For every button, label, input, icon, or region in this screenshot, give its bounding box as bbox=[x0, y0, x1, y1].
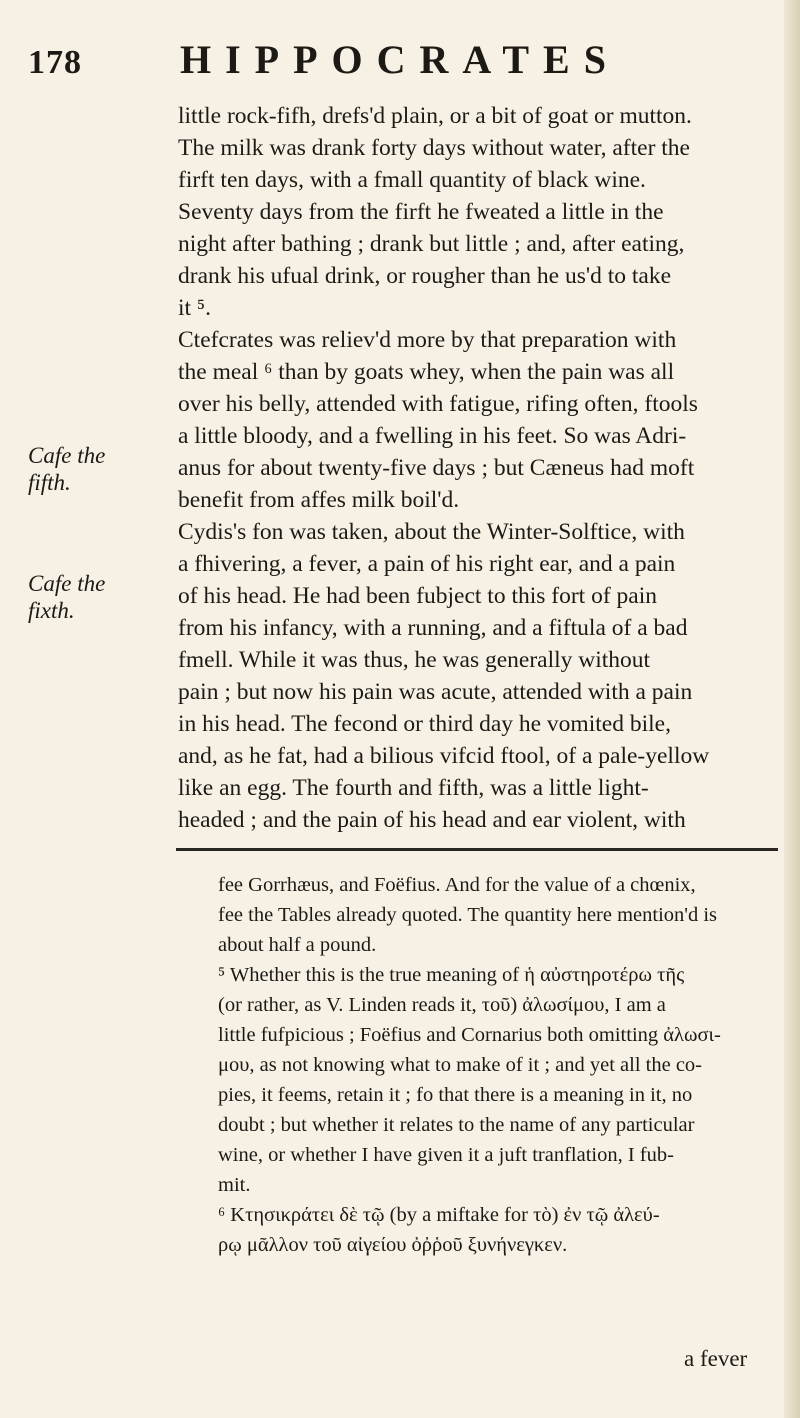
running-title: HIPPOCRATES bbox=[180, 37, 620, 82]
text-line: night after bathing ; drank but little ; and, after eating, bbox=[178, 231, 685, 257]
footnote-line: fee the Tables already quoted. The quantity here mention'd is bbox=[218, 904, 718, 926]
text-line: fmell. While it was thus, he was generally without bbox=[178, 647, 651, 673]
text-line: firft ten days, with a fmall quantity of black wine. bbox=[178, 167, 646, 193]
footnote-line: ⁶ Κτησικράτει δὲ τῷ (by a miftake for τὸ) ἐν τῷ ἀλεύ- bbox=[218, 1204, 660, 1226]
footnote-line: ρῳ μᾶλλον τοῦ αἰγείου ὀῤῥοῦ ξυνήνεγκεν. bbox=[218, 1234, 568, 1256]
text-line: drank his ufual drink, or rougher than he us'd to take bbox=[178, 263, 672, 289]
text-line: pain ; but now his pain was acute, attended with a pain bbox=[178, 679, 693, 705]
text-line: it ⁵. bbox=[178, 295, 212, 321]
catchword: a fever bbox=[684, 1346, 748, 1371]
margin-note-line: Cafe the bbox=[28, 443, 106, 468]
margin-note-case-fifth bbox=[28, 442, 138, 496]
footnote-line: mit. bbox=[218, 1174, 251, 1196]
footnotes bbox=[218, 870, 778, 1260]
text-line: a little bloody, and a fwelling in his feet. So was Adri- bbox=[178, 423, 687, 449]
text-line: benefit from affes milk boil'd. bbox=[178, 487, 460, 513]
text-line: the meal ⁶ than by goats whey, when the pain was all bbox=[178, 359, 675, 385]
margin-note-line: fixth. bbox=[28, 598, 75, 623]
margin-note-line: Cafe the bbox=[28, 571, 106, 596]
text-line: of his head. He had been fubject to this fort of pain bbox=[178, 583, 657, 609]
text-line: in his head. The fecond or third day he vomited bile, bbox=[178, 711, 671, 737]
main-text bbox=[178, 100, 768, 836]
text-line: headed ; and the pain of his head and ear violent, with bbox=[178, 807, 686, 833]
footnote-line: doubt ; but whether it relates to the name of any particular bbox=[218, 1114, 695, 1136]
text-line: The milk was drank forty days without water, after the bbox=[178, 135, 690, 161]
footnote-line: ⁵ Whether this is the true meaning of ἡ αὐστηροτέρω τῆς bbox=[218, 964, 685, 986]
footnote-line: μου, as not knowing what to make of it ; and yet all the co- bbox=[218, 1054, 702, 1076]
footnote-line: (or rather, as V. Linden reads it, τοῦ) ἀλωσίμου, I am a bbox=[218, 994, 666, 1016]
footnote-line: about half a pound. bbox=[218, 934, 377, 956]
text-line: a fhivering, a fever, a pain of his right ear, and a pain bbox=[178, 551, 676, 577]
text-line: little rock-fifh, drefs'd plain, or a bit of goat or mutton. bbox=[178, 103, 692, 129]
footnote-line: fee Gorrhæus, and Foëfius. And for the value of a chœnix, bbox=[218, 874, 696, 896]
text-line: Cydis's fon was taken, about the Winter-Solftice, with bbox=[178, 519, 685, 545]
margin-note-case-sixth bbox=[28, 570, 138, 624]
footnote-divider bbox=[176, 848, 778, 851]
text-line: over his belly, attended with fatigue, rifing often, ftools bbox=[178, 391, 698, 417]
footnote-line: wine, or whether I have given it a juft tranflation, I fub- bbox=[218, 1144, 674, 1166]
text-line: Ctefcrates was reliev'd more by that preparation with bbox=[178, 327, 677, 353]
text-line: like an egg. The fourth and fifth, was a little light- bbox=[178, 775, 649, 801]
footnote-line: pies, it feems, retain it ; fo that there is a meaning in it, no bbox=[218, 1084, 693, 1106]
text-line: Seventy days from the firft he fweated a little in the bbox=[178, 199, 664, 225]
page-edge bbox=[784, 0, 800, 1418]
text-line: anus for about twenty-five days ; but Cæneus had moft bbox=[178, 455, 695, 481]
page-number: 178 bbox=[28, 44, 82, 81]
text-line: from his infancy, with a running, and a fiftula of a bad bbox=[178, 615, 688, 641]
margin-note-line: fifth. bbox=[28, 470, 71, 495]
footnote-line: little fufpicious ; Foëfius and Cornarius both omitting ἀλωσι- bbox=[218, 1024, 721, 1046]
text-line: and, as he fat, had a bilious vifcid ftool, of a pale-yellow bbox=[178, 743, 710, 769]
